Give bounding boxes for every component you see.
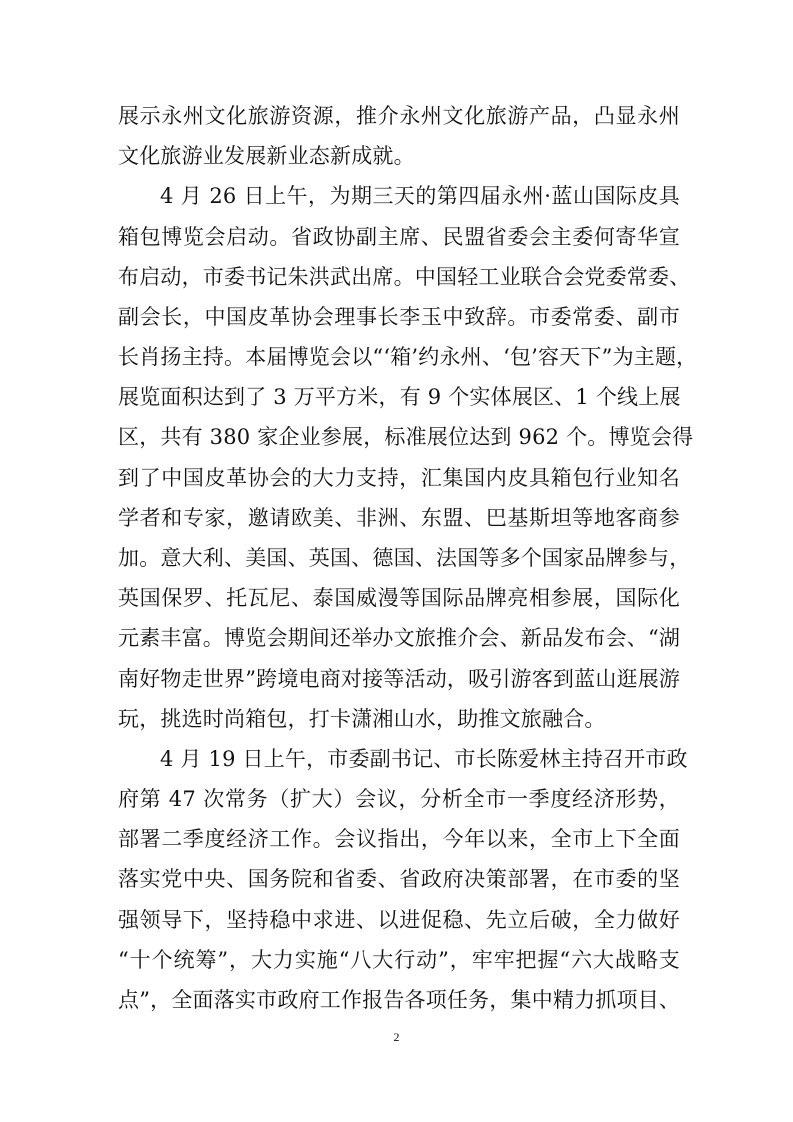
text-line: 府第 47 次常务（扩大）会议，分析全市一季度经济形势， [118,787,680,812]
text-line: 点”，全面落实市政府工作报告各项任务，集中精力抓项目、 [118,988,681,1012]
text-line: 长肖扬主持。本届博览会以“‘箱’约永州、‘包’容天下”为主题， [118,345,698,370]
text-line: 展览面积达到了 3 万平方米，有 9 个实体展区、1 个线上展 [118,385,681,410]
text-line: 加。意大利、美国、英国、德国、法国等多个国家品牌参与， [118,546,691,570]
text-line: 元素丰富。博览会期间还举办文旅推介会、新品发布会、“湖 [118,626,681,651]
text-line: 4 月 26 日上午，为期三天的第四届永州·蓝山国际皮具 [160,184,680,209]
text-line: 强领导下，坚持稳中求进、以进促稳、先立后破，全力做好 [118,907,680,932]
text-line: 落实党中央、国务院和省委、省政府决策部署，在市委的坚 [118,867,680,892]
text-line: 部署二季度经济工作。会议指出，今年以来，全市上下全面 [118,827,680,852]
text-line: 副会长，中国皮革协会理事长李玉中致辞。市委常委、副市 [118,304,680,329]
text-line: 文化旅游业发展新业态新成就。 [118,144,415,169]
text-line: 英国保罗、托瓦尼、泰国威漫等国际品牌亮相参展，国际化 [118,586,680,611]
text-line: 箱包博览会启动。省政协副主席、民盟省委会主委何寄华宣 [118,224,680,249]
text-line: 南好物走世界”跨境电商对接等活动，吸引游客到蓝山逛展游 [118,666,681,691]
text-line: 区，共有 380 家企业参展，标准展位达到 962 个。博览会得 [118,425,694,450]
text-line: 4 月 19 日上午，市委副书记、市长陈爱林主持召开市政 [160,746,688,771]
text-line: “十个统筹”，大力实施“八大行动”，牢牢把握“六大战略支 [118,947,680,972]
text-line: 布启动，市委书记朱洪武出席。中国轻工业联合会党委常委、 [118,264,691,289]
text-line: 玩，挑选时尚箱包，打卡潇湘山水，助推文旅融合。 [118,706,606,731]
text-line: 学者和专家，邀请欧美、非洲、东盟、巴基斯坦等地客商参 [118,505,680,530]
page-number: 2 [393,1030,400,1044]
text-line: 展示永州文化旅游资源，推介永州文化旅游产品，凸显永州 [118,104,680,128]
text-line: 到了中国皮革协会的大力支持，汇集国内皮具箱包行业知名 [118,465,680,490]
